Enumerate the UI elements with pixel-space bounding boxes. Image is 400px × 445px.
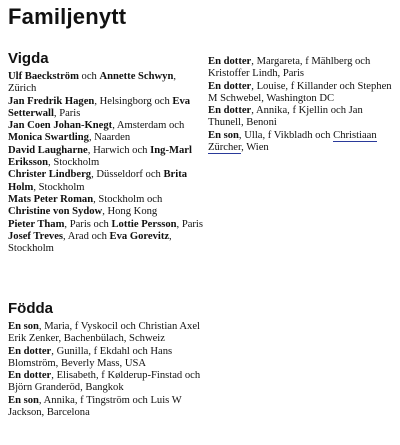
list-item: En dotter, Gunilla, f Ekdahl och Hans Blomström, Beverly Mass, USA	[8, 345, 173, 369]
section-heading-vigda: Vigda	[8, 50, 49, 67]
vigda-list	[8, 71, 204, 255]
list-item: Mats Peter Roman, Stockholm och Christine von Sydow, Hong Kong	[8, 193, 163, 218]
fodda-list	[8, 321, 204, 419]
page-title: Familjenytt	[8, 4, 127, 29]
list-item: En son, Maria, f Vyskocil och Christian Axel Erik Zenker, Bachenbülach, Schweiz	[8, 321, 200, 345]
list-item: Josef Treves, Arad och Eva Gorevitz, Stockholm	[8, 230, 172, 255]
list-item: En dotter, Margareta, f Mählberg och Kristoffer Lindh, Paris	[208, 56, 371, 80]
list-item: Christer Lindberg, Düsseldorf och Brita Holm, Stockholm	[8, 169, 188, 193]
fodda-continued-list	[208, 56, 396, 154]
list-item: En dotter, Louise, f Killander och Stephen M Schwebel, Washington DC	[208, 80, 392, 104]
list-item: Jan Coen Johan-Knegt, Amsterdam och Monica Swartling, Naarden	[8, 120, 185, 144]
list-item: David Laugharne, Harwich och Ing-Marl Eriksson, Stockholm	[8, 144, 192, 169]
section-heading-fodda: Födda	[8, 300, 53, 317]
list-item: Jan Fredrik Hagen, Helsingborg och Eva Setterwall, Paris	[8, 95, 191, 119]
list-item: En son, Annika, f Tingström och Luis W Jackson, Barcelona	[8, 394, 182, 419]
list-item: Ulf Baeckström och Annette Schwyn, Zürich	[8, 71, 177, 95]
list-item: En son, Ulla, f Vikbladh och Christiaan Zürcher, Wien	[208, 129, 377, 154]
list-item: En dotter, Elisabeth, f Kølderup-Finstad och Björn Granderöd, Bangkok	[8, 370, 201, 394]
list-item: Pieter Tham, Paris och Lottie Persson, Paris	[8, 218, 203, 230]
list-item: En dotter, Annika, f Kjellin och Jan Thunell, Benoni	[208, 105, 363, 129]
underlined-name: Christiaan Zürcher	[208, 129, 377, 154]
